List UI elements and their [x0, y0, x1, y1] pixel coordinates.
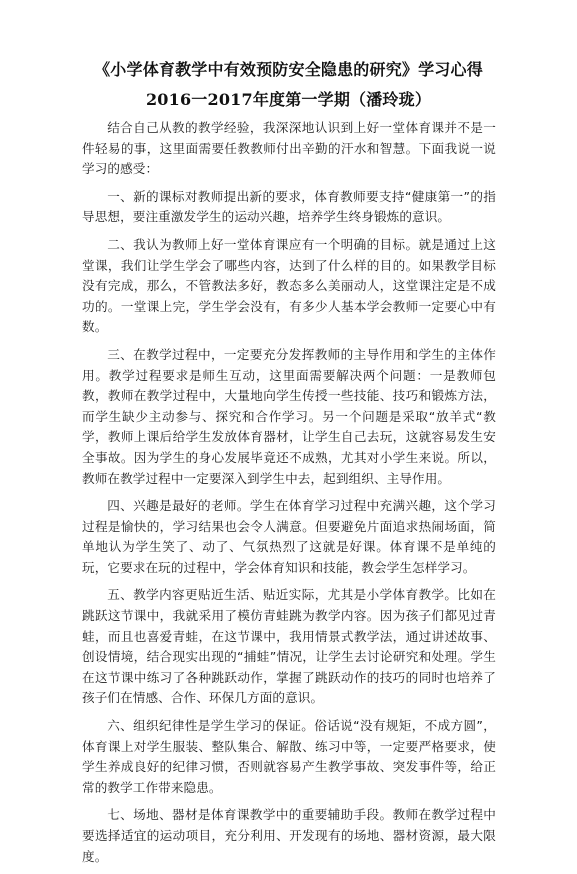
paragraph-1: 一、新的课标对教师提出新的要求，体育教师要支持“健康第一”的指导思想，要注重激发学生的运动兴趣，培养学生终身锻炼的意识。: [82, 188, 496, 225]
paragraph-2: 二、我认为教师上好一堂体育课应有一个明确的目标。就是通过上这堂课，我们让学生学会了哪些内容，达到了什么样的目的。如果教学目标没有完成，那么，不管教法多好，教态多么美丽动人，这堂课注定是不成功的。一堂课上完，学生学会没有，有多少人基本学会教师一定要心中有数。: [82, 236, 496, 335]
paragraph-5: 五、教学内容更贴近生活、贴近实际，尤其是小学体育教学。比如在跳跃这节课中，我就采用了模仿青蛙跳为教学内容。因为孩子们都见过青蛙，而且也喜爱青蛙，在这节课中，我用情景式教学法，通过讲述故事、创设情境，结合现实出现的“捕蛙”情况，让学生去讨论研究和处理。学生在这节课中练习了各种跳跃动作，掌握了跳跃动作的技巧的同时也培养了孩子们在情感、合作、环保几方面的意识。: [82, 587, 496, 706]
document-body: [82, 118, 496, 874]
paragraph-intro: 结合自己从教的教学经验，我深深地认识到上好一堂体育课并不是一件轻易的事，这里面需要任教教师付出辛勤的汗水和智慧。下面我说一说学习的感受：: [82, 120, 496, 177]
document-title: 《小学体育教学中有效预防安全隐患的研究》学习心得: [94, 60, 483, 79]
document-subtitle: 2016一2017年度第一学期（潘玲珑）: [145, 90, 432, 109]
paragraph-6: 六、组织纪律性是学生学习的保证。俗话说“没有规矩，不成方圆”，体育课上对学生服装、整队集合、解散、练习中等，一定要严格要求，使学生养成良好的纪律习惯，否则就容易产生教学事故、突发事件等，给正常的教学工作带来隐患。: [82, 718, 496, 795]
paragraph-3: 三、在教学过程中，一定要充分发挥教师的主导作用和学生的主体作用。教学过程要求是师生互动，这里面需要解决两个问题：一是教师包教，教师在教学过程中，大量地向学生传授一些技能、技巧和锻炼方法，而学生缺少主动参与、探究和合作学习。另一个问题是采取“放羊式“教学，教师上课后给学生发放体育器材，让学生自己去玩，这就容易发生安全事故。因为学生的身心发展毕竟还不成熟，尤其对小学生来说。所以，教师在教学过程中一定要深入到学生中去，起到组织、主导作用。: [82, 346, 496, 486]
paragraph-4: 四、兴趣是最好的老师。学生在体育学习过程中充满兴趣，这个学习过程是愉快的，学习结果也会令人满意。但要避免片面追求热闹场面，简单地认为学生笑了、动了、气氛热烈了这就是好课。体育课不是单纯的玩，它要求在玩的过程中，学会体育知识和技能，教会学生怎样学习。: [82, 498, 496, 575]
paragraph-7: 七、场地、器材是体育课教学中的重要辅助手段。教师在教学过程中要选择适宜的运动项目，充分利用、开发现有的场地、器材资源，最大限度。: [82, 807, 496, 864]
